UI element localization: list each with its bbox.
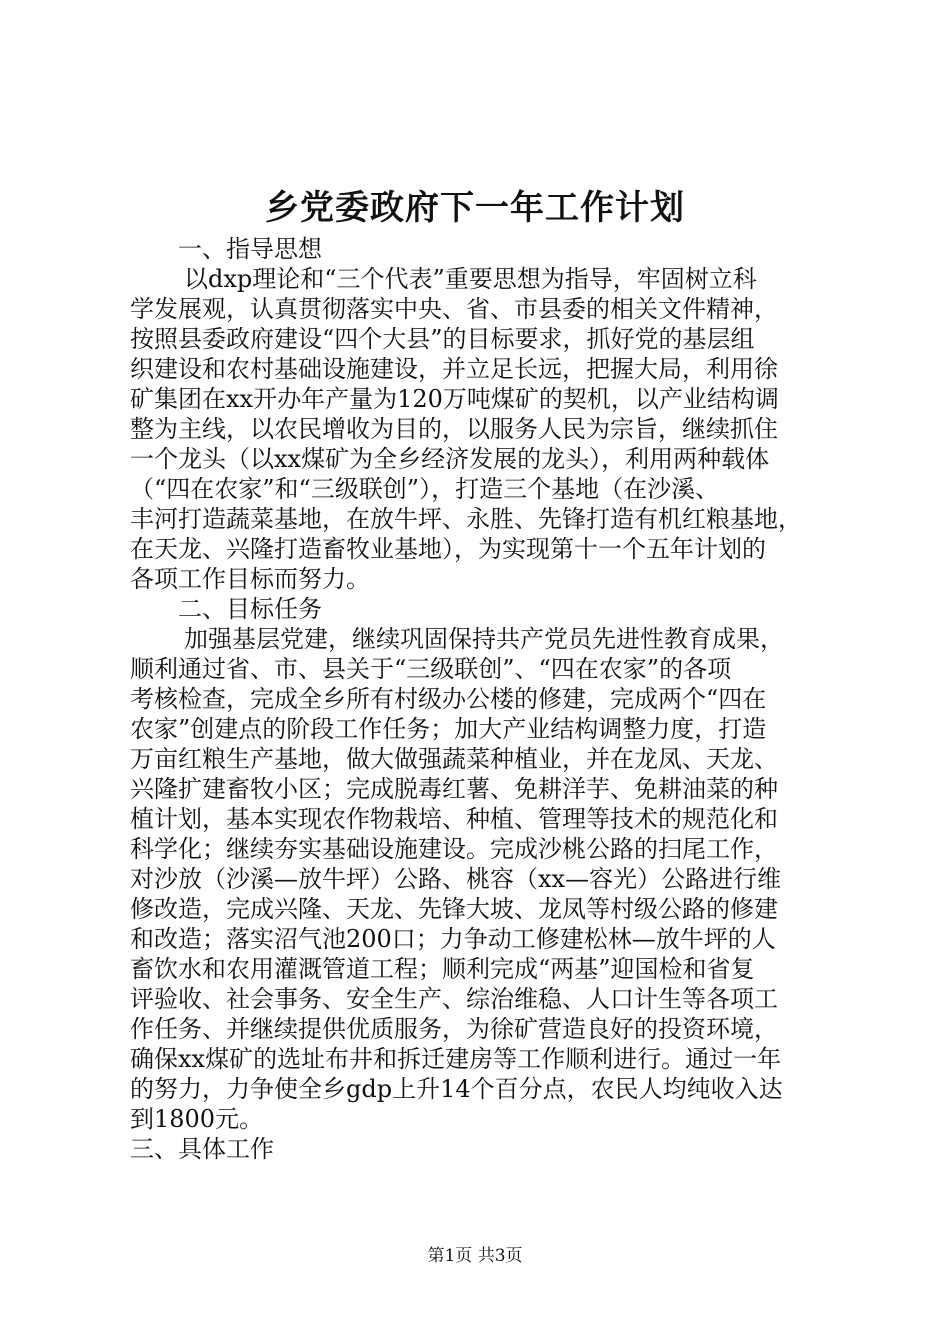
document-body	[130, 234, 850, 1194]
paragraph-line: 三、具体工作	[130, 1135, 274, 1163]
paragraph-line: 修改造，完成兴隆、天龙、先锋大坡、龙凤等村级公路的修建	[130, 895, 778, 923]
paragraph-line: 整为主线，以农民增收为目的，以服务人民为宗旨，继续抓住	[130, 415, 778, 443]
page-number-footer: 第1页 共3页	[427, 1246, 523, 1266]
paragraph-line: 和改造；落实沼气池200口；力争动工修建松林—放牛坪的人	[130, 925, 776, 953]
paragraph-line: 的努力，力争使全乡gdp上升14个百分点，农民人均纯收入达	[130, 1075, 783, 1103]
paragraph-line: 畜饮水和农用灌溉管道工程；顺利完成“两基”迎国检和省复	[130, 955, 755, 983]
paragraph-line: （“四在农家”和“三级联创”），打造三个基地（在沙溪、	[130, 475, 720, 503]
paragraph-line: 科学化；继续夯实基础设施建设。完成沙桃公路的扫尾工作，	[130, 835, 778, 863]
paragraph-line: 以dxp理论和“三个代表”重要思想为指导，牢固树立科	[184, 265, 757, 293]
paragraph-line: 到1800元。	[130, 1105, 264, 1133]
paragraph-line: 顺利通过省、市、县关于“三级联创”、“四在农家”的各项	[130, 655, 732, 683]
paragraph-line: 按照县委政府建设“四个大县”的目标要求，抓好党的基层组	[130, 325, 755, 353]
document-title: 乡党委政府下一年工作计划	[265, 188, 685, 228]
paragraph-line: 对沙放（沙溪—放牛坪）公路、桃容（xx—容光）公路进行维	[130, 865, 782, 893]
paragraph-line: 作任务、并继续提供优质服务，为徐矿营造良好的投资环境，	[130, 1015, 778, 1043]
paragraph-line: 评验收、社会事务、安全生产、综治维稳、人口计生等各项工	[130, 985, 778, 1013]
paragraph-line: 加强基层党建，继续巩固保持共产党员先进性教育成果，	[184, 625, 784, 653]
paragraph-line: 在天龙、兴隆打造畜牧业基地），为实现第十一个五年计划的	[130, 535, 766, 563]
paragraph-line: 农家”创建点的阶段工作任务；加大产业结构调整力度，打造	[130, 715, 767, 743]
paragraph-line: 植计划，基本实现农作物栽培、种植、管理等技术的规范化和	[130, 805, 778, 833]
paragraph-line: 丰河打造蔬菜基地，在放牛坪、永胜、先锋打造有机红粮基地，	[130, 505, 802, 533]
paragraph-line: 考核检查，完成全乡所有村级办公楼的修建，完成两个“四在	[130, 685, 767, 713]
paragraph-line: 兴隆扩建畜牧小区；完成脱毒红薯、免耕洋芋、免耕油菜的种	[130, 775, 778, 803]
paragraph-line: 矿集团在xx开办年产量为120万吨煤矿的契机，以产业结构调	[130, 385, 779, 413]
paragraph-line: 万亩红粮生产基地，做大做强蔬菜种植业，并在龙凤、天龙、	[130, 745, 778, 773]
paragraph-line: 确保xx煤矿的选址布井和拆迁建房等工作顺利进行。通过一年	[130, 1045, 782, 1073]
section-heading-guiding-thought: 一、指导思想	[178, 235, 322, 263]
section-heading-targets: 二、目标任务	[178, 595, 322, 623]
paragraph-line: 织建设和农村基础设施建设，并立足长远，把握大局，利用徐	[130, 355, 778, 383]
section-heading-specific-work	[130, 1164, 850, 1194]
paragraph-line: 一个龙头（以xx煤矿为全乡经济发展的龙头），利用两种载体	[130, 445, 770, 473]
paragraph-line: 各项工作目标而努力。	[130, 565, 370, 593]
paragraph-line: 学发展观，认真贯彻落实中央、省、市县委的相关文件精神，	[130, 295, 778, 323]
